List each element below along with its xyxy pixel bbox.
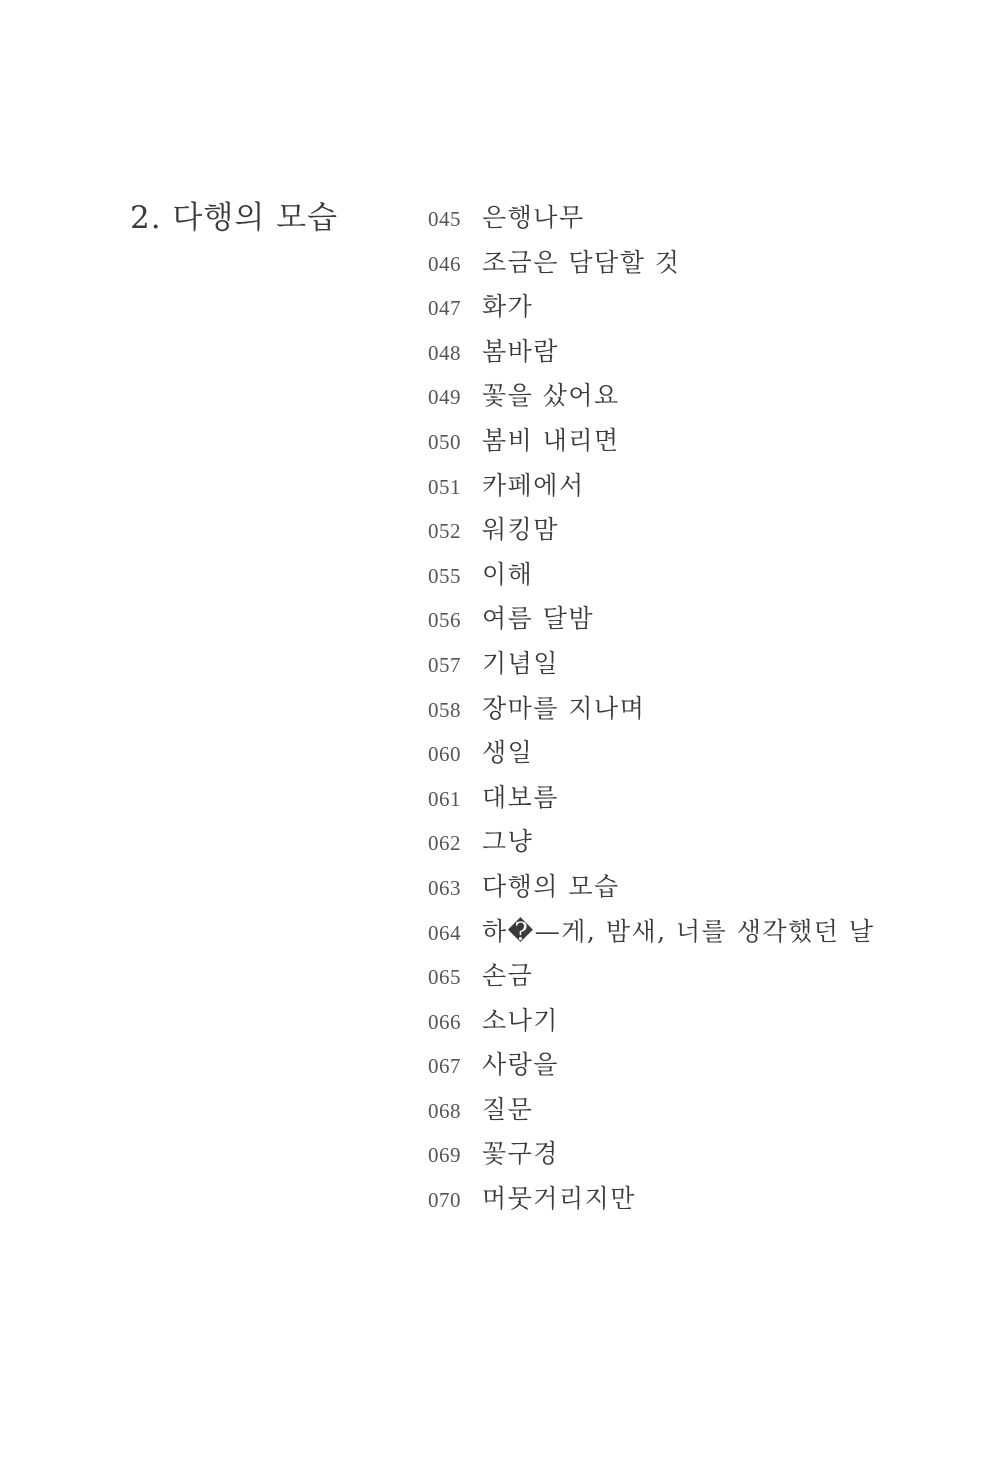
toc-entry-title: 꽃구경: [482, 1139, 559, 1169]
toc-entry-title: 이해: [482, 559, 534, 589]
toc-entry: [428, 1179, 874, 1224]
toc-entry: [428, 689, 874, 734]
toc-entry-title: 질문: [482, 1094, 534, 1124]
toc-page-number: 055: [428, 563, 461, 588]
toc-entry: [428, 1001, 874, 1046]
toc-entry: [428, 198, 874, 243]
toc-page-number: 069: [428, 1143, 461, 1168]
toc-entry: [428, 912, 874, 957]
toc-entry: [428, 867, 874, 912]
toc-entry: [428, 644, 874, 689]
toc-page-number: 070: [428, 1188, 461, 1213]
toc-page-number: 058: [428, 697, 461, 722]
toc-page-number: 052: [428, 519, 461, 544]
toc-entry: [428, 421, 874, 466]
toc-entry: [428, 599, 874, 644]
toc-entry: [428, 376, 874, 421]
toc-entry-title: 워킹맘: [482, 515, 559, 545]
toc-page-number: 048: [428, 340, 461, 365]
toc-entry-title: 생일: [482, 738, 534, 768]
toc-entry-title: 하�—게, 밤새, 너를 생각했던 날: [482, 916, 875, 946]
toc-entry: [428, 956, 874, 1001]
toc-entry-title: 다행의 모습: [482, 871, 620, 901]
toc-entry-title: 대보름: [482, 782, 559, 812]
chapter-title: 2. 다행의 모습: [130, 200, 339, 236]
toc-page-number: 063: [428, 875, 461, 900]
toc-entry-title: 소나기: [482, 1005, 559, 1035]
toc-entry-title: 장마를 지나며: [482, 693, 646, 723]
toc-entry: [428, 822, 874, 867]
toc-entry-title: 그냥: [482, 827, 534, 857]
toc-entry-title: 기념일: [482, 648, 559, 678]
toc-entry: [428, 733, 874, 778]
toc-entry-title: 봄비 내리면: [482, 425, 620, 455]
toc-entry: [428, 1134, 874, 1179]
toc-entry: [428, 332, 874, 377]
toc-page-number: 062: [428, 831, 461, 856]
toc-entry-title: 꽃을 샀어요: [482, 381, 620, 411]
toc-page-number: 061: [428, 786, 461, 811]
toc-page-number: 047: [428, 296, 461, 321]
toc-entry-title: 머뭇거리지만: [482, 1184, 636, 1214]
toc-page-number: 051: [428, 474, 461, 499]
toc-page-number: 045: [428, 207, 461, 231]
toc-entry: [428, 510, 874, 555]
toc-entry: [428, 287, 874, 332]
toc-page-number: 060: [428, 742, 461, 767]
toc-entry-title: 카페에서: [482, 470, 585, 500]
toc-entry-title: 화가: [482, 292, 534, 322]
toc-entry: [428, 1045, 874, 1090]
toc-page-number: 064: [428, 920, 461, 945]
toc-entry: [428, 1090, 874, 1135]
toc-entry-title: 봄바람: [482, 336, 559, 366]
toc-page-number: 068: [428, 1098, 461, 1123]
toc-page-number: 056: [428, 608, 461, 633]
toc-entry-title: 조금은 담담할 것: [482, 247, 681, 277]
toc-entry-title: 은행나무: [482, 203, 585, 232]
table-of-contents: [428, 198, 874, 1224]
toc-page-number: 065: [428, 965, 461, 990]
toc-page-number: 057: [428, 652, 461, 677]
toc-page-number: 046: [428, 251, 461, 276]
toc-entry: [428, 466, 874, 511]
toc-page-number: 050: [428, 429, 461, 454]
toc-page-number: 066: [428, 1009, 461, 1034]
toc-page-number: 049: [428, 385, 461, 410]
toc-entry-title: 사랑을: [482, 1050, 559, 1080]
toc-entry: [428, 555, 874, 600]
toc-entry: [428, 778, 874, 823]
toc-entry-title: 여름 달밤: [482, 604, 595, 634]
toc-entry: [428, 243, 874, 288]
toc-page-number: 067: [428, 1054, 461, 1079]
toc-entry-title: 손금: [482, 961, 534, 991]
